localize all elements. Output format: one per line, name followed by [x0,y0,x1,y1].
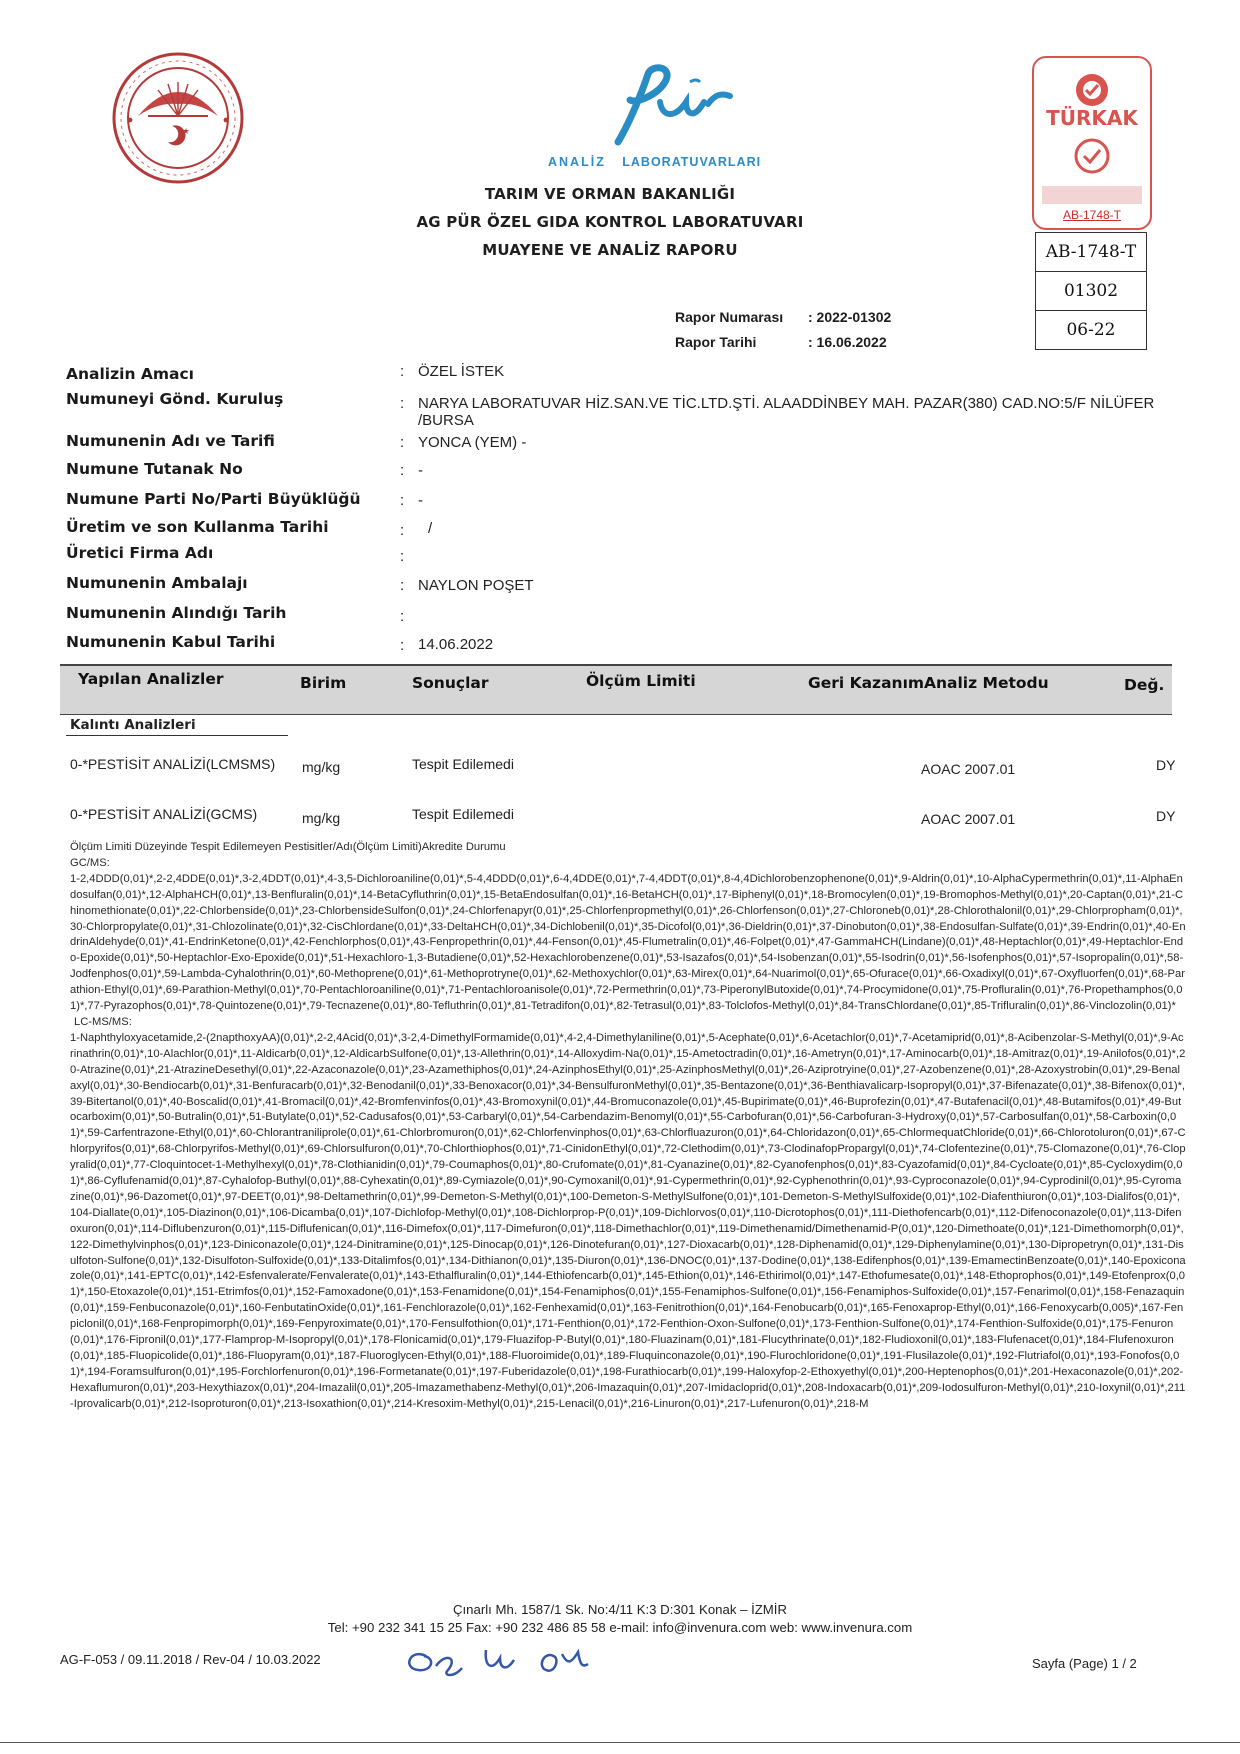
info-value-purpose: ÖZEL İSTEK [418,363,505,380]
report-number-label: Rapor Numarası [675,309,784,325]
info-value-dates: / [428,520,433,537]
ministry-seal [110,50,246,186]
bottom-rule [0,1742,1240,1743]
info-colon: : [400,522,405,539]
info-value-sender-city: /BURSA [418,412,474,429]
row-deg: DY [1156,808,1176,824]
accreditation-code-box: AB-1748-T [1035,232,1147,272]
col-header-analysis: Yapılan Analizler [78,670,224,688]
info-colon: : [400,637,405,654]
ministry-title: TARIM VE ORMAN BAKANLIĞI [484,185,736,203]
info-label-record-no: Numune Tutanak No [66,460,243,478]
info-colon: : [400,363,405,380]
lc-list: 1-Naphthyloxyacetamide,2-(2napthoxyAA)(0,01)*,2-2,4Acid(0,01)*,3-2,4-DimethylFormamide(0,01)*,4-2,4-Dimethylaniline(0,01)*,5-Acephate(0,01)*,6-Acetachlor(0,01)*,7-Acetamiprid(0,01)*,8-Acibenzolar-S-Methyl(0,01)*,9-Acrinathrin(0,01)*,10-Alachlor(0,01)*,11-Aldicarb(0,01)*,12-AldicarbSulfone(0,01)*,13-Allethrin(0,01)*,14-Alloxydim-Na(0,01)*,15-Ametoctradin(0,01)*,16-Ametryn(0,01)*,17-Aminocarb(0,01)*,18-Amitraz(0,01)*,19-Anilofos(0,01)*,20-Atrazine(0,01)*,21-AtrazineDesethyl(0,01)*,22-Azaconazole(0,01)*,23-Azamethiphos(0,01)*,24-AzinphosEthyl(0,01)*,25-AzinphosMethyl(0,01)*,26-Aziprotryine(0,01)*,27-Azobenzene(0,01)*,28-Azoxystrobin(0,01)*,29-Benalaxyl(0,01)*,30-Bendiocarb(0,01)*,31-Benfuracarb(0,01)*,32-Benodanil(0,01)*,33-Benoxacor(0,01)*,34-BensulfuronMethyl(0,01)*,35-Bentazone(0,01)*,36-Benthiavalicarp-Isopropyl(0,01)*,37-Bifenazate(0,01)*,38-Bifenox(0,01)*,39-Bitertanol(0,01)*,40-Boscalid(0,01)*,41-Bromacil(0,01)*,42-Bromfenvinfos(0,01)*,43-Bromoxynil(0,01)*,44-Bromuconazole(0,01)*,45-Bupirimate(0,01)*,46-Buprofezin(0,01)*,47-Butafenacil(0,01)*,48-Butamifos(0,01)*,49-Butocarboxim(0,01)*,50-Butralin(0,01)*,51-Butylate(0,01)*,52-Cadusafos(0,01)*,53-Carbaryl(0,01)*,54-Carbendazim-Benomyl(0,01)*,55-Carbofuran(0,01)*,56-Carbofuran-3-Hydroxy(0,01)*,57-Carbosulfan(0,01)*,58-Carboxin(0,01)*,59-Carfentrazone-Ethyl(0,01)*,60-Chlorantraniliprole(0,01)*,61-Chlorbromuron(0,01)*,62-Chlorfenvinphos(0,01)*,63-Chlorfluazuron(0,01)*,64-Chloridazon(0,01)*,65-ChlormequatChloride(0,01)*,66-Chlorotoluron(0,01)*,67-Chlorpyrifos(0,01)*,68-Chlorpyrifos-Methyl(0,01)*,69-Chlorsulfuron(0,01)*,70-Chlorthiophos(0,01)*,71-CinidonEthyl(0,01)*,72-Clethodim(0,01)*,73-ClodinafopPropargyl(0,01)*,74-Clofentezine(0,01)*,75-Clomazone(0,01)*,76-Clopyralid(0,01)*,77-Cloquintocet-1-Methylhexyl(0,01)*,78-Clothianidin(0,01)*,79-Coumaphos(0,01)*,80-Crufomate(0,01)*,81-Cyanazine(0,01)*,82-Cyanofenphos(0,01)*,83-Cyazofamid(0,01)*,84-Cycloate(0,01)*,85-Cycloxydim(0,01)*,86-Cyflufenamid(0,01)*,87-Cyhalofop-Buthyl(0,01)*,88-Cyhexatin(0,01)*,89-Cymiazole(0,01)*,90-Cymoxanil(0,01)*,91-Cypermethrin(0,01)*,92-Cyphenothrin(0,01)*,93-Cyproconazole(0,01)*,94-Cyprodinil(0,01)*,95-Cyromazine(0,01)*,96-Dazomet(0,01)*,97-DEET(0,01)*,98-Deltamethrin(0,01)*,99-Demeton-S-Methyl(0,01)*,100-Demeton-S-MethylSulfone(0,01)*,101-Demeton-S-MethylSulfoxide(0,01)*,102-Diafenthiuron(0,01)*,103-Dialifos(0,01)*,104-Diallate(0,01)*,105-Diazinon(0,01)*,106-Dicamba(0,01)*,107-Dichlofop-Methyl(0,01)*,108-Dichlorprop-P(0,01)*,109-Dichlorvos(0,01)*,110-Dicrotophos(0,01)*,111-Diethofencarb(0,01)*,112-Difenoconazole(0,01)*,113-Difenoxuron(0,01)*,114-Diflubenzuron(0,01)*,115-Diflufenican(0,01)*,116-Dimefox(0,01)*,117-Dimefuron(0,01)*,118-Dimethachlor(0,01)*,119-Dimethenamid/Dimethenamid-P(0,01)*,120-Dimethoate(0,01)*,121-Dimethomorph(0,01)*,122-Dimethylvinphos(0,01)*,123-Diniconazole(0,01)*,124-Dinitramine(0,01)*,125-Dinocap(0,01)*,126-Dinotefuran(0,01)*,127-Dioxacarb(0,01)*,128-Diphenamid(0,01)*,129-Diphenylamine(0,01)*,130-Dipropetryn(0,01)*,131-Disulfoton-Sulfone(0,01)*,132-Disulfoton-Sulfoxide(0,01)*,133-Ditalimfos(0,01)*,134-Dithianon(0,01)*,135-Diuron(0,01)*,136-DNOC(0,01)*,137-Dodine(0,01)*,138-Edifenphos(0,01)*,139-EmamectinBenzoate(0,01)*,140-Epoxiconazole(0,01)*,141-EPTC(0,01)*,142-Esfenvalerate/Fenvalerate(0,01)*,143-Ethalfluralin(0,01)*,144-Ethiofencarb(0,01)*,145-Ethion(0,01)*,146-Ethirimol(0,01)*,147-Ethofumesate(0,01)*,148-Ethoprophos(0,01)*,149-Etofenprox(0,01)*,150-Etoxazole(0,01)*,151-Etrimfos(0,01)*,152-Famoxadone(0,01)*,153-Fenamidone(0,01)*,154-Fenamiphos(0,01)*,155-Fenamiphos-Sulfone(0,01)*,156-Fenamiphos-Sulfoxide(0,01)*,157-Fenarimol(0,01)*,158-Fenazaquin(0,01)*,159-Fenbuconazole(0,01)*,160-FenbutatinOxide(0,01)*,161-Fenchlorazole(0,01)*,162-Fenhexamid(0,01)*,163-Fenitrothion(0,01)*,164-Fenobucarb(0,01)*,165-Fenoxaprop-Ethyl(0,01)*,166-Fenoxycarb(0,005)*,167-Fenpiclonil(0,01)*,168-Fenpropimorph(0,01)*,169-Fenpyroximate(0,01)*,170-Fensulfothion(0,01)*,171-Fenthion(0,01)*,172-Fenthion-Oxon-Sulfone(0,01)*,173-Fenthion-Sulfone(0,01)*,174-Fenthion-Sulfoxide(0,01)*,175-Fenuron(0,01)*,176-Fipronil(0,01)*,177-Flamprop-M-Isopropyl(0,01)*,178-Flonicamid(0,01)*,179-Fluazifop-P-Butyl(0,01)*,180-Fluazinam(0,01)*,181-Flucythrinate(0,01)*,182-Fludioxonil(0,01)*,183-Flufenacet(0,01)*,184-Flufenoxuron(0,01)*,185-Fluopicolide(0,01)*,186-Fluopyram(0,01)*,187-Fluoroglycen-Ethyl(0,01)*,188-Fluoroimide(0,01)*,189-Fluquinconazole(0,01)*,190-Flurochloridone(0,01)*,191-Flusilazole(0,01)*,192-Flutriafol(0,01)*,193-Fonofos(0,01)*,194-Foramsulfuron(0,01)*,195-Forchlorfenuron(0,01)*,196-Formetanate(0,01)*,197-Fuberidazole(0,01)*,198-Furathiocarb(0,01)*,199-Haloxyfop-2-Ethoxyethyl(0,01)*,200-Heptenophos(0,01)*,201-Hexaconazole(0,01)*,202-Hexaflumuron(0,01)*,203-Hexythiazox(0,01)*,204-Imazalil(0,01)*,205-Imazamethabenz-Methyl(0,01)*,206-Imazaquin(0,01)*,207-Imidacloprid(0,01)*,208-Indoxacarb(0,01)*,209-Iodosulfuron-Methyl(0,01)*,210-Ioxynil(0,01)*,211-Iprovalicarb(0,01)*,212-Isoproturon(0,01)*,213-Isoxathion(0,01)*,214-Kresoxim-Methyl(0,01)*,215-Lenacil(0,01)*,216-Linuron(0,01)*,217-Lufenuron(0,01)*,218-M [70,1031,1186,1410]
row-deg: DY [1156,757,1176,773]
results-table-header [60,664,1172,715]
row-unit: mg/kg [302,810,341,826]
signature [396,1638,616,1682]
footer-contact: Tel: +90 232 341 15 25 Fax: +90 232 486 85 58 e-mail: info@invenura.com web: www.invenura.com [327,1620,913,1635]
pesticide-notes [70,840,1186,1413]
turkak-label: TÜRKAK [1046,106,1138,130]
col-header-result: Sonuçlar [412,674,489,692]
report-date-value: : 16.06.2022 [808,334,887,350]
info-value-sample-name: YONCA (YEM) - [418,434,527,451]
lab-title: AG PÜR ÖZEL GIDA KONTROL LABORATUVARI [416,213,804,231]
info-label-sender: Numuneyi Gönd. Kuruluş [66,390,284,408]
info-value-sender: NARYA LABORATUVAR HİZ.SAN.VE TİC.LTD.ŞTİ. ALAADDİNBEY MAH. PAZAR(380) CAD.NO:5/F NİLÜFER [418,395,1155,412]
report-date-label: Rapor Tarihi [675,334,757,350]
info-value-accepted-date: 14.06.2022 [418,636,494,653]
info-colon: : [400,492,405,509]
col-header-unit: Birim [300,674,347,692]
report-title: MUAYENE VE ANALİZ RAPORU [482,241,738,259]
row-result: Tespit Edilemedi [412,806,514,822]
logo-subtitle: ANALİZ LABORATUVARLARI [548,155,762,169]
row-unit: mg/kg [302,759,341,775]
lc-label: LC-MS/MS: [74,1015,132,1028]
row-method: AOAC 2007.01 [921,761,1016,777]
footer-address: Çınarlı Mh. 1587/1 Sk. No:4/11 K:3 D:301 Konak – İZMİR [452,1602,787,1617]
info-label-sample-name: Numunenin Adı ve Tarifi [66,432,275,450]
info-label-purpose: Analizin Amacı [66,365,194,383]
info-colon: : [400,577,405,594]
info-value-packaging: NAYLON POŞET [418,577,534,594]
section-title: Kalıntı Analizleri [70,717,196,733]
col-header-method: Analiz Metodu [924,674,1049,692]
page-indicator: Sayfa (Page) 1 / 2 [1032,1656,1137,1671]
info-label-collected-date: Numunenin Alındığı Tarih [66,604,287,622]
info-label-lot: Numune Parti No/Parti Büyüklüğü [66,490,361,508]
info-label-packaging: Numunenin Ambalajı [66,574,248,592]
info-colon: : [400,608,405,625]
section-underline [66,735,288,736]
gc-label: GC/MS: [70,856,110,869]
col-header-recovery: Geri Kazanım [808,674,925,692]
info-label-manufacturer: Üretici Firma Adı [66,544,214,562]
turkak-code: AB-1748-T [1062,208,1122,222]
turkak-band [1042,186,1142,204]
info-label-accepted-date: Numunenin Kabul Tarihi [66,633,276,651]
info-colon: : [400,462,405,479]
row-analysis-name: 0-*PESTİSİT ANALİZİ(GCMS) [70,806,258,822]
info-colon: : [400,395,405,412]
info-value-record-no: - [418,462,423,479]
col-header-deg: Değ. [1124,676,1165,694]
row-result: Tespit Edilemedi [412,756,514,772]
notes-intro: Ölçüm Limiti Düzeyinde Tespit Edilemeyen Pestisitler/Adı(Ölçüm Limiti)Akredite Durumu [70,841,506,853]
col-header-limit: Ölçüm Limiti [586,672,696,690]
gc-list: 1-2,4DDD(0,01)*,2-2,4DDE(0,01)*,3-2,4DDT(0,01)*,4-3,5-Dichloroaniline(0,01)*,5-4,4DDD(0,01)*,6-4,4DDE(0,01)*,7-4,4DDT(0,01)*,8-4,4Dichlorobenzophenone(0,01)*,9-Aldrin(0,01)*,10-AlphaCypermethrin(0,01)*,11-AlphaEndosulfan(0,01)*,12-AlphaHCH(0,01)*,13-Benfluralin(0,01)*,14-BetaCyfluthrin(0,01)*,15-BetaEndosulfan(0,01)*,16-BetaHCH(0,01)*,17-Biphenyl(0,01)*,18-Bromocylen(0,01)*,19-Bromophos-Methyl(0,01)*,20-Captan(0,01)*,21-Chinomethionate(0,01)*,22-Chlorbenside(0,01)*,23-ChlorbensideSulfon(0,01)*,24-Chlorfenapyr(0,01)*,25-Chlorfenpropmethyl(0,01)*,26-Chlorfenson(0,01)*,27-Chloroneb(0,01)*,28-Chlorothalonil(0,01)*,29-Chlorpropham(0,01)*,30-Chlorpropylate(0,01)*,31-Chlozolinate(0,01)*,32-CisChlordane(0,01)*,33-DeltaHCH(0,01)*,34-Dichlobenil(0,01)*,35-Dicofol(0,01)*,36-Dieldrin(0,01)*,37-Dinobuton(0,01)*,38-Endosulfan-Sulfate(0,01)*,39-Endrin(0,01)*,40-EndrinAldehyde(0,01)*,41-EndrinKetone(0,01)*,42-Fenchlorphos(0,01)*,43-Fenpropethrin(0,01)*,44-Fenson(0,01)*,45-Flumetralin(0,01)*,46-Folpet(0,01)*,47-GammaHCH(Lindane)(0,01)*,48-Heptachlor(0,01)*,49-Heptachlor-Endo-Epoxide(0,01)*,50-Heptachlor-Exo-Epoxide(0,01)*,51-Hexachloro-1,3-Butadiene(0,01)*,52-Hexachlorobenzene(0,01)*,53-Isazafos(0,01)*,54-Isobenzan(0,01)*,55-Isodrin(0,01)*,56-Isofenphos(0,01)*,57-Isopropalin(0,01)*,58-Jodfenphos(0,01)*,59-Lambda-Cyhalothrin(0,01)*,60-Methoprene(0,01)*,61-Methoprotryne(0,01)*,62-Methoxychlor(0,01)*,63-Mirex(0,01)*,64-Nuarimol(0,01)*,65-Ofurace(0,01)*,66-Oxadixyl(0,01)*,67-Oxyfluorfen(0,01)*,68-Parathion-Ethyl(0,01)*,69-Parathion-Methyl(0,01)*,70-Pentachloroaniline(0,01)*,71-Pentachloroanisole(0,01)*,72-Permethrin(0,01)*,73-PiperonylButoxide(0,01)*,74-Procymidone(0,01)*,75-Profluralin(0,01)*,76-Propethamphos(0,01)*,77-Pyrazophos(0,01)*,78-Quintozene(0,01)*,79-Tecnazene(0,01)*,80-Tefluthrin(0,01)*,81-Tetradifon(0,01)*,82-Tetrasul(0,01)*,83-Tolclofos-Methyl(0,01)*,84-TransChlordane(0,01)*,85-Trifluralin(0,01)*,86-Vinclozolin(0,01)* [70,872,1186,1013]
report-month-box: 06-22 [1035,310,1147,350]
turkak-badge [1032,56,1152,230]
info-colon: : [400,434,405,451]
form-code: AG-F-053 / 09.11.2018 / Rev-04 / 10.03.2022 [60,1652,321,1667]
company-logo [590,62,760,157]
report-number-value: : 2022-01302 [808,309,892,325]
info-value-lot: - [418,492,423,509]
row-method: AOAC 2007.01 [921,811,1016,827]
info-label-dates: Üretim ve son Kullanma Tarihi [66,518,329,536]
report-no-box: 01302 [1035,271,1147,311]
row-analysis-name: 0-*PESTİSİT ANALİZİ(LCMSMS) [70,756,276,772]
info-colon: : [400,548,405,565]
